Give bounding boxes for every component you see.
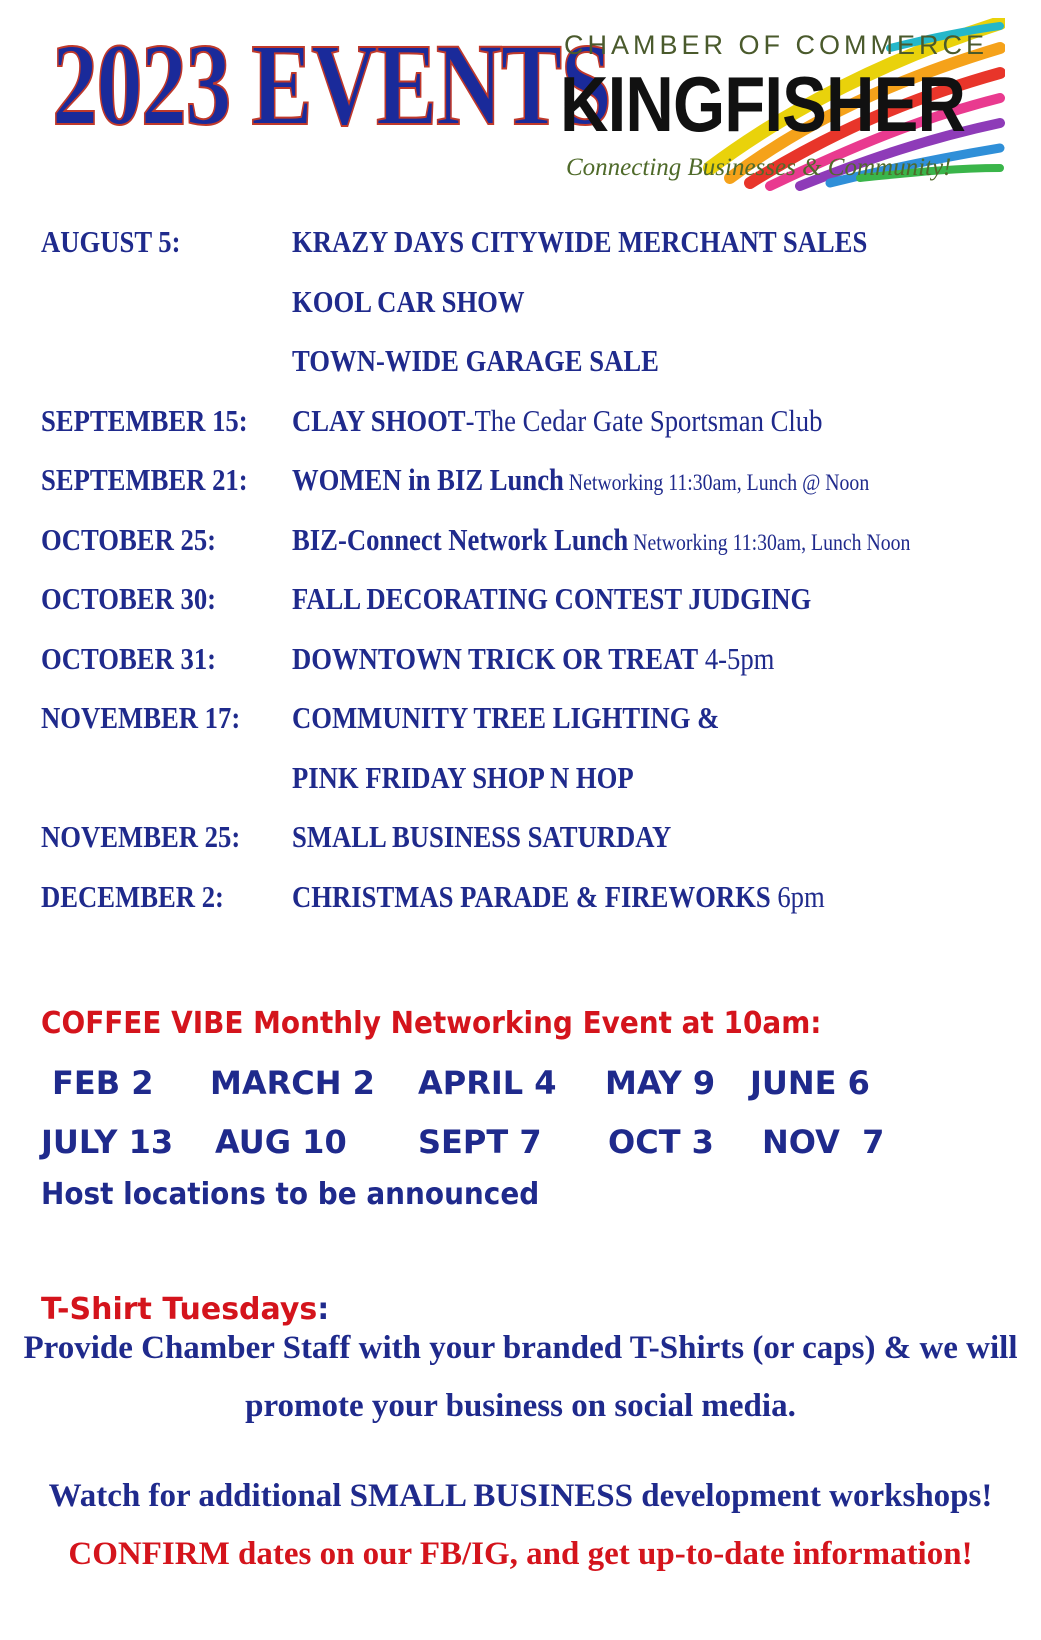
event-text — [292, 748, 634, 807]
event-text — [292, 807, 671, 866]
coffee-date: FEB 2 — [52, 1064, 154, 1102]
workshops-note: Watch for additional SMALL BUSINESS development workshops! — [48, 1478, 993, 1514]
event-title: KOOL CAR SHOW — [292, 283, 525, 319]
tshirt-description-line-1: Provide Chamber Staff with your branded T-Shirts (or caps) & we will — [23, 1330, 1018, 1366]
event-row — [0, 272, 1041, 332]
event-date: OCTOBER 31: — [41, 640, 217, 676]
header — [0, 0, 1041, 200]
event-row — [0, 748, 1041, 808]
event-text — [292, 688, 719, 747]
event-detail: -The Cedar Gate Sportsman Club — [465, 402, 823, 438]
event-text — [292, 569, 811, 628]
event-text — [292, 450, 869, 512]
event-row — [0, 391, 1041, 451]
logo-top-line: CHAMBER OF COMMERCE — [564, 30, 989, 60]
page-title: 2023 EVENTS — [52, 19, 611, 150]
event-title: SMALL BUSINESS SATURDAY — [292, 819, 672, 854]
event-title: COMMUNITY TREE LIGHTING & — [292, 700, 720, 735]
event-row — [0, 510, 1041, 570]
event-row — [0, 688, 1041, 748]
event-title: BIZ-Connect Network Lunch — [292, 521, 629, 557]
coffee-date: NOV 7 — [762, 1123, 885, 1161]
event-row — [0, 450, 1041, 510]
coffee-date: MARCH 2 — [210, 1064, 375, 1102]
event-date: OCTOBER 30: — [41, 581, 217, 616]
tshirt-title-colon: : — [317, 1292, 330, 1327]
event-row — [0, 569, 1041, 629]
event-row — [0, 629, 1041, 689]
event-detail: Networking 11:30am, Lunch @ Noon — [563, 470, 870, 495]
event-text — [292, 331, 659, 390]
event-date: SEPTEMBER 15: — [41, 402, 248, 438]
event-title: TOWN-WIDE GARAGE SALE — [292, 343, 659, 378]
event-row — [0, 331, 1041, 391]
event-title: WOMEN in BIZ Lunch — [292, 462, 564, 497]
event-text — [292, 212, 867, 271]
chamber-logo — [560, 18, 1005, 193]
coffee-date: MAY 9 — [605, 1064, 716, 1102]
tshirt-title-text: T-Shirt Tuesdays — [41, 1292, 318, 1327]
event-title: CHRISTMAS PARADE & FIREWORKS — [292, 878, 771, 914]
event-text — [292, 867, 825, 926]
event-detail: 6pm — [770, 878, 825, 914]
coffee-date: AUG 10 — [215, 1123, 347, 1161]
event-detail: 4-5pm — [698, 640, 775, 676]
event-text — [292, 510, 910, 572]
coffee-vibe-title: COFFEE VIBE Monthly Networking Event at 10am: — [41, 1006, 822, 1041]
tshirt-tuesdays-title — [41, 1292, 329, 1327]
event-text — [292, 391, 822, 450]
event-row — [0, 807, 1041, 867]
events-list — [0, 212, 1041, 926]
coffee-date: JUNE 6 — [750, 1064, 870, 1102]
event-title: DOWNTOWN TRICK OR TREAT — [292, 640, 699, 676]
coffee-date: OCT 3 — [608, 1123, 714, 1161]
event-row — [0, 212, 1041, 272]
coffee-date: APRIL 4 — [418, 1064, 557, 1102]
event-title: CLAY SHOOT — [292, 402, 466, 438]
tshirt-description-line-2: promote your business on social media. — [245, 1388, 796, 1424]
event-row — [0, 867, 1041, 927]
coffee-date: JULY 13 — [41, 1123, 174, 1161]
event-text — [292, 629, 774, 688]
confirm-dates-note: CONFIRM dates on our FB/IG, and get up-to-date information! — [68, 1536, 973, 1572]
event-date: AUGUST 5: — [41, 224, 181, 259]
event-date: NOVEMBER 25: — [41, 819, 241, 854]
event-text — [292, 272, 525, 331]
coffee-date: SEPT 7 — [418, 1123, 542, 1161]
logo-tagline: Connecting Businesses & Community! — [566, 154, 952, 181]
host-locations-note: Host locations to be announced — [41, 1177, 540, 1212]
event-date: OCTOBER 25: — [41, 521, 217, 557]
logo-name: KINGFISHER — [560, 60, 966, 148]
event-date: NOVEMBER 17: — [41, 700, 241, 735]
event-title: KRAZY DAYS CITYWIDE MERCHANT SALES — [292, 224, 868, 259]
event-title: FALL DECORATING CONTEST JUDGING — [292, 581, 812, 616]
event-date: DECEMBER 2: — [41, 878, 224, 914]
event-title: PINK FRIDAY SHOP N HOP — [292, 759, 634, 795]
event-detail: Networking 11:30am, Lunch Noon — [628, 529, 911, 555]
event-date: SEPTEMBER 21: — [41, 462, 248, 497]
